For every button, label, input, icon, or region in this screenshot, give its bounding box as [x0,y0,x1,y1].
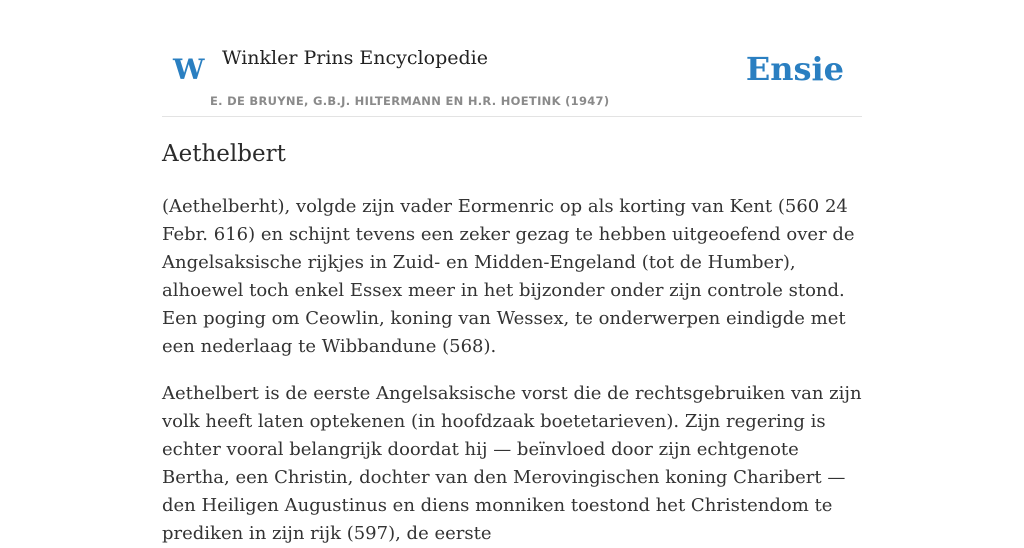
site-title[interactable]: Winkler Prins Encyclopedie [222,47,488,69]
article-title: Aethelbert [162,141,286,167]
brand-logo[interactable]: Ensie [745,50,844,88]
article-paragraph-2: Aethelbert is de eerste Angelsaksische vorst die de rechtsgebruiken van zijn volk heeft laten optekenen (in hoofdzaak boetetarieven). Zijn regering is echter vooral belangrijk doordat hij — beïnvloed door zijn echtgenote Bertha, een Christin, dochter van den Merovingischen koning Charibert — den Heiligen Augustinus en diens monniken toestond het Christendom te prediken in zijn rijk (597), de eerste [162,383,862,544]
article-paragraph-1: (Aethelberht), volgde zijn vader Eormenric op als korting van Kent (560 24 Febr. 616) en schijnt tevens een zeker gezag te hebben uitgeoefend over de Angelsaksische rijkjes in Zuid- en Midden-Engeland (tot de Humber), alhoewel toch enkel Essex meer in het bijzonder onder zijn controle stond. Een poging om Ceowlin, koning van Wessex, te onderwerpen eindigde met een nederlaag te Wibbandune (568). [162,196,855,357]
site-header [162,0,862,117]
article [162,138,862,548]
authors-line: E. DE BRUYNE, G.B.J. HILTERMANN EN H.R. HOETINK (1947) [210,94,610,108]
site-logo[interactable]: W [173,53,205,86]
